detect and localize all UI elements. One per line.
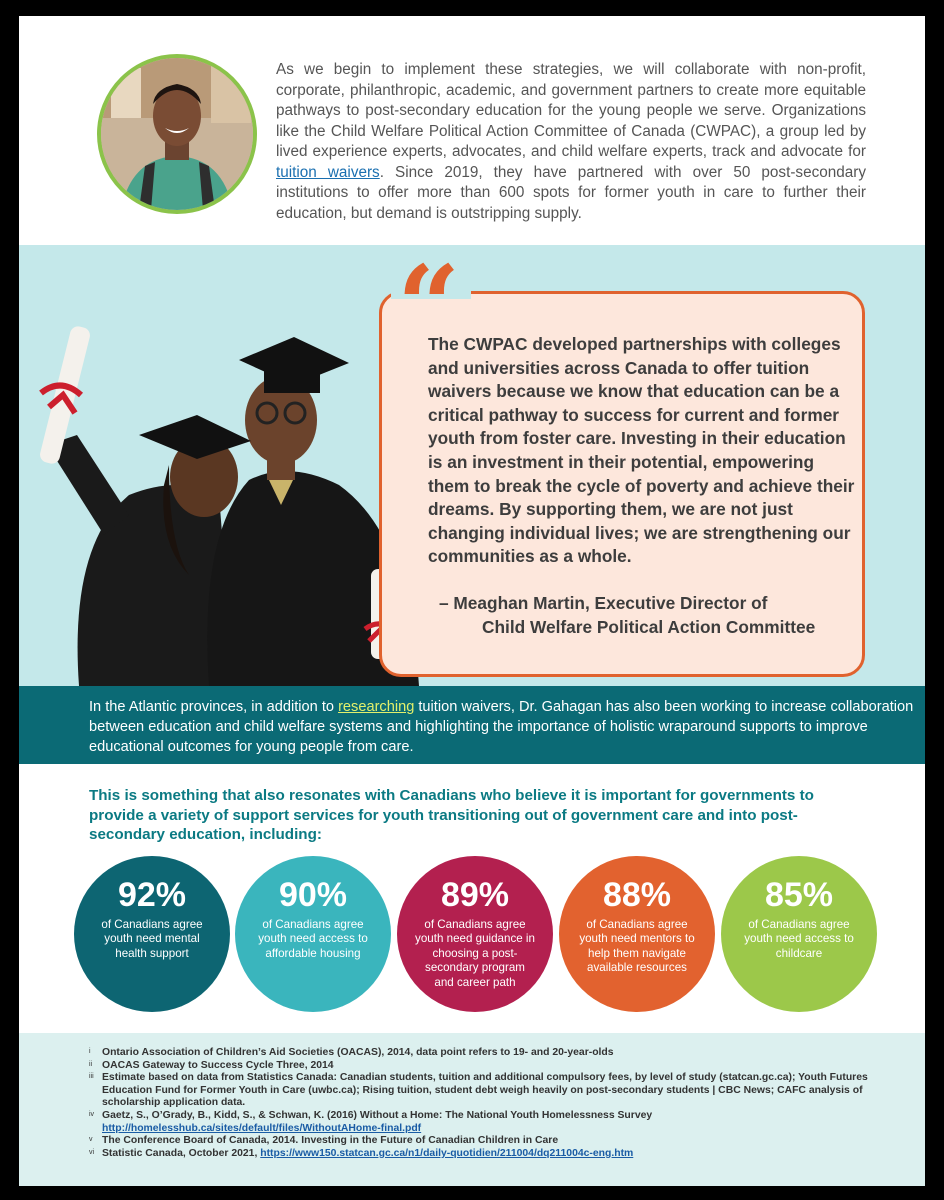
band-text-start: In the Atlantic provinces, in addition to <box>89 699 339 715</box>
footnote-text-with-link <box>102 1110 885 1135</box>
stat-circle-mental-health <box>74 856 230 1012</box>
footnotes <box>19 1033 925 1186</box>
attribution-line-2: Child Welfare Political Action Committee <box>482 617 816 637</box>
stat-label: of Canadians agree youth need guidance in choosing a post-secondary program and career path <box>415 918 535 989</box>
stat-label: of Canadians agree youth need mentors to help them navigate available resources <box>579 918 695 975</box>
stat-value: 88% <box>602 876 672 914</box>
footnote-number: vi <box>89 1148 95 1156</box>
intro-paragraph <box>276 60 866 224</box>
stat-label: of Canadians agree youth need access to childcare <box>744 918 854 960</box>
footnote-text: Ontario Association of Children’s Aid Societies (OACAS), 2014, data point refers to 19- and 20-year-olds <box>102 1047 614 1058</box>
graduates-photo <box>19 245 439 686</box>
document-page <box>19 16 925 1186</box>
stat-circle-guidance <box>397 856 553 1012</box>
footnote-text-with-link <box>102 1148 885 1161</box>
stat-circle-childcare <box>721 856 877 1012</box>
footnote-item <box>89 1060 885 1073</box>
quote-text: The CWPAC developed partnerships with colleges and universities across Canada to offer tuition waivers because we know that education can be a critical pathway to success for current and former youth from foster care. Investing in their education is an investment in their potential, empowering them to break the cycle of poverty and achieve their dreams. By supporting them, we are not just changing individual lives; we are strengthening our communities as a whole. <box>428 334 855 567</box>
quote-attribution <box>439 591 859 639</box>
stat-circle-mentors <box>559 856 715 1012</box>
footnote-number: iii <box>89 1073 94 1081</box>
footnote-text: Estimate based on data from Statistics Canada: Canadian students, tuition and additional compulsory fees, by level of study (statcan.gc.ca); Youth Futures Education Fund for Former Youth in Care (uwbc.ca); Rising tuition, student debt weigh heavily on post-secondary students | CBC News; CAFC analysis of scholarship application data. <box>102 1072 868 1109</box>
intro-text-start: As we begin to implement these strategies, we will collaborate with non-profit, corporate, philanthropic, academic, and government partners to create more equitable pathways to post-secondary education for the young people we serve. Organizations like the Child Welfare Political Action Committee of Canada (CWPAC), a group led by lived experience experts, advocates, and child welfare experts, track and advocate for <box>276 61 866 160</box>
quote-mark-icon: “ <box>397 241 461 370</box>
stat-value: 85% <box>764 876 834 914</box>
tuition-waivers-link[interactable]: tuition waivers <box>276 163 380 181</box>
stat-circle-housing <box>235 856 391 1012</box>
stats-heading: This is something that also resonates with Canadians who believe it is important for governments to provide a variety of support services for youth transitioning out of government care and into post-secondary education, including: <box>89 787 814 843</box>
footnote-text: Statistic Canada, October 2021, <box>102 1147 261 1159</box>
stat-value: 90% <box>278 876 348 914</box>
attribution-line-1: – Meaghan Martin, Executive Director of <box>439 593 768 613</box>
stat-label: of Canadians agree youth need mental health support <box>101 918 203 960</box>
band-text-end: tuition waivers, Dr. Gahagan has also been working to increase collaboration between education and child welfare systems and highlighting the importance of holistic wraparound supports to improve educational outcomes for young people from care. <box>89 699 914 755</box>
researching-link[interactable]: researching <box>338 699 415 715</box>
stat-value: 89% <box>440 876 510 914</box>
footnote-text: OACAS Gateway to Success Cycle Three, 2014 <box>102 1059 334 1071</box>
homelesshub-link[interactable]: http://homelesshub.ca/sites/default/files/WithoutAHome-final.pdf <box>102 1122 422 1134</box>
footnote-text: Gaetz, S., O’Grady, B., Kidd, S., & Schwan, K. (2016) Without a Home: The National Youth Homelessness Survey <box>102 1109 653 1121</box>
stat-label: of Canadians agree youth need access to affordable housing <box>258 918 368 960</box>
footnote-number: v <box>89 1136 93 1144</box>
footnote-number: iv <box>89 1110 95 1118</box>
statcan-link[interactable]: https://www150.statcan.gc.ca/n1/daily-quotidien/211004/dq211004c-eng.htm <box>260 1147 634 1159</box>
footnote-text: The Conference Board of Canada, 2014. Investing in the Future of Canadian Children in Care <box>102 1135 559 1147</box>
footnote-number: ii <box>89 1060 93 1068</box>
footnote-item <box>89 1110 885 1135</box>
footnote-item <box>89 1135 885 1148</box>
footnote-item <box>89 1047 885 1060</box>
stat-value: 92% <box>117 876 187 914</box>
footnote-number: i <box>89 1048 91 1055</box>
intro-text-end: . Since 2019, they have partnered with over 50 post-secondary institutions to offer more than 600 spots for former youth in care to further their education, but demand is outstripping supply. <box>276 163 867 222</box>
atlantic-band <box>19 686 925 764</box>
footnote-item <box>89 1148 885 1161</box>
footnote-item <box>89 1072 885 1110</box>
student-portrait-photo <box>97 54 257 214</box>
